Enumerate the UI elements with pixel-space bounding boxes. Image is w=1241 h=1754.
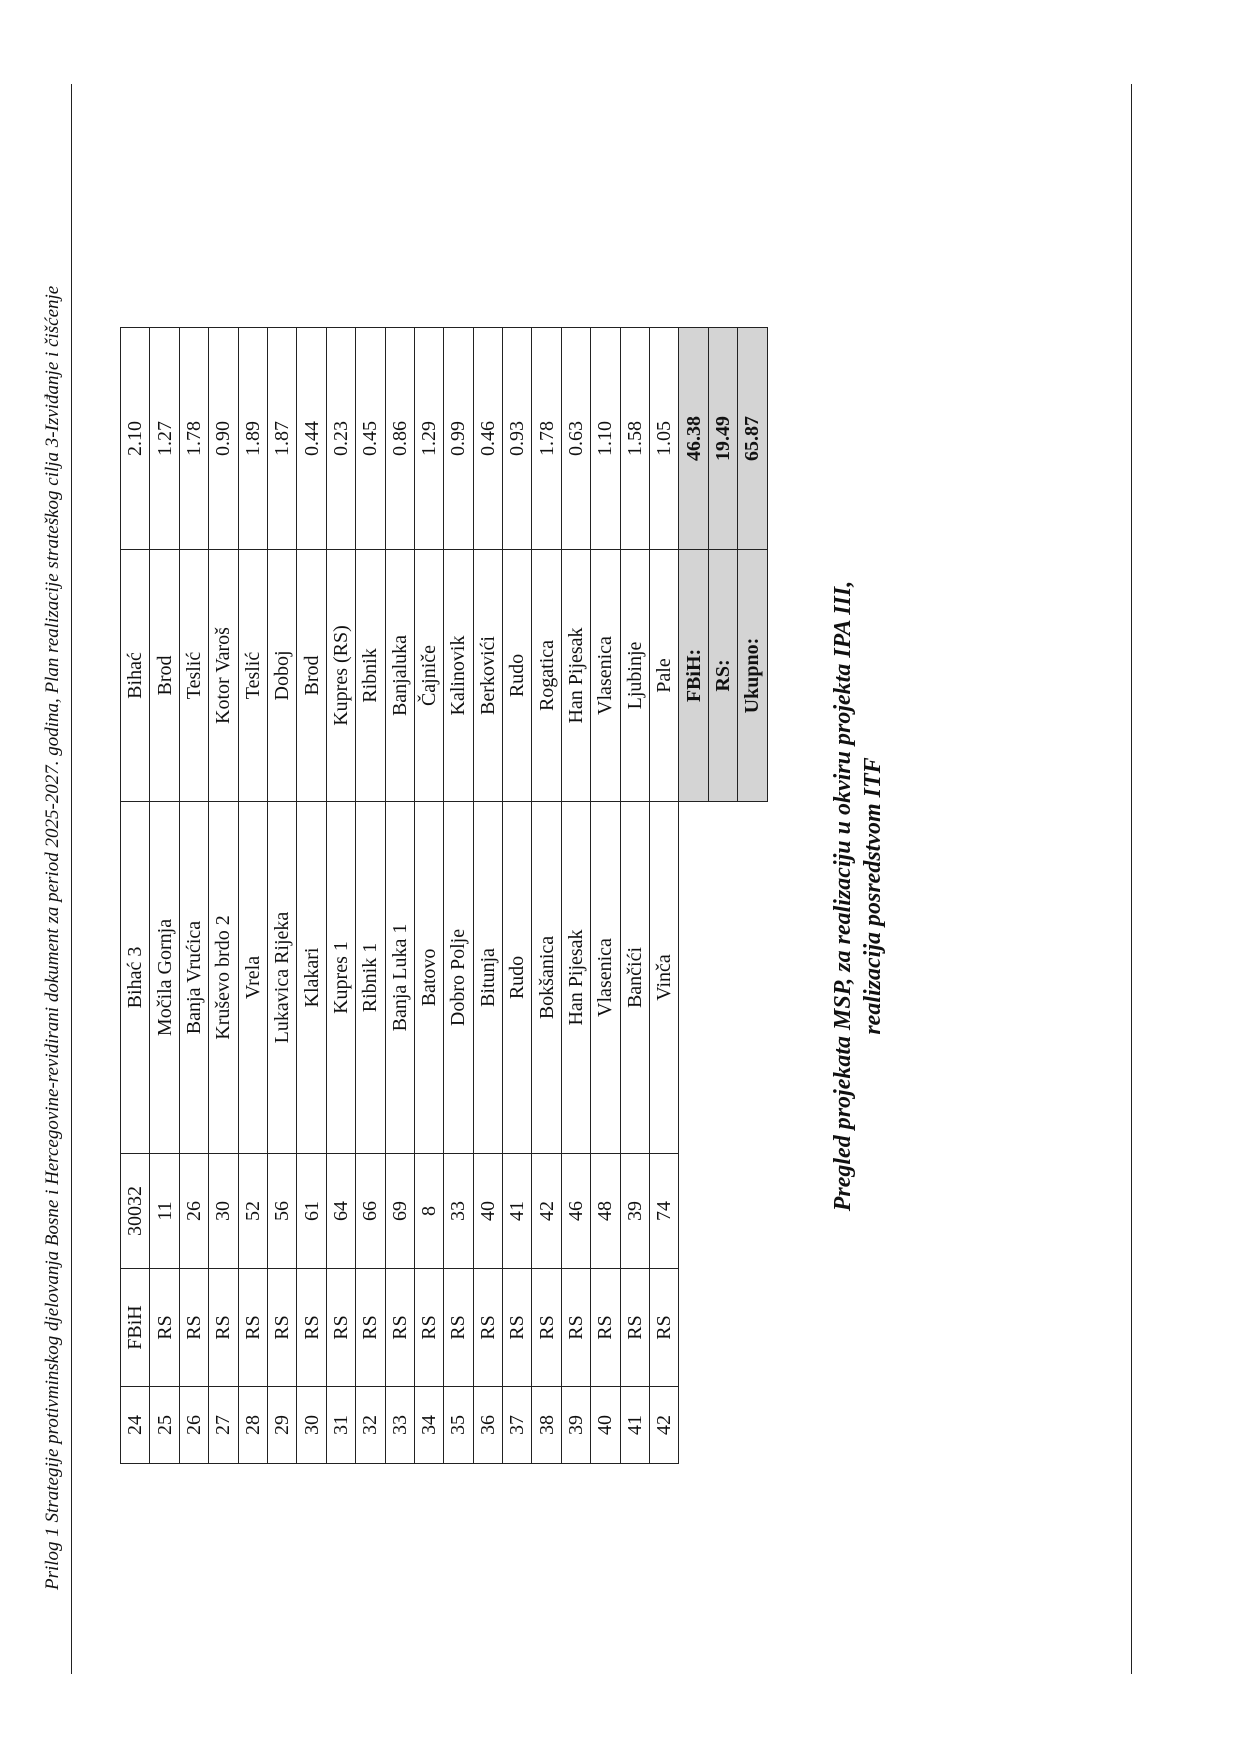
cell-value: 1.58 xyxy=(620,328,649,550)
cell-municipality: Kupres (RS) xyxy=(326,550,355,802)
cell-number: 25 xyxy=(150,1387,179,1464)
cell-entity: RS xyxy=(356,1269,385,1387)
cell-value: 0.86 xyxy=(385,328,414,550)
cell-location-name: Bihać 3 xyxy=(121,802,150,1154)
table-row xyxy=(473,328,502,1464)
cell-location-name: Klakari xyxy=(297,802,326,1154)
cell-code: 30032 xyxy=(121,1154,150,1269)
cell-entity: RS xyxy=(650,1269,679,1387)
cell-code: 30 xyxy=(209,1154,238,1269)
cell-entity: RS xyxy=(238,1269,267,1387)
cell-location-name: Kupres 1 xyxy=(326,802,355,1154)
total-label: FBiH: xyxy=(679,550,708,802)
table-row xyxy=(356,328,385,1464)
table-row xyxy=(326,328,355,1464)
cell-number: 35 xyxy=(444,1387,473,1464)
cell-value: 1.10 xyxy=(591,328,620,550)
cell-number: 41 xyxy=(620,1387,649,1464)
cell-code: 48 xyxy=(591,1154,620,1269)
cell-location-name: Dobro Polje xyxy=(444,802,473,1154)
cell-value: 0.23 xyxy=(326,328,355,550)
total-row xyxy=(708,328,737,1464)
total-label: Ukupno: xyxy=(738,550,767,802)
cell-code: 40 xyxy=(473,1154,502,1269)
cell-code: 74 xyxy=(650,1154,679,1269)
total-value: 65.87 xyxy=(738,328,767,550)
cell-value: 0.99 xyxy=(444,328,473,550)
page-header: Prilog 1 Strategije protivminskog djelovanja Bosne i Hercegovine-revidirani dokument za period 2025-2027. godina, Plan realizacije strateškog cilja 3-Izviđanje i čišćenje xyxy=(42,285,63,1590)
cell-value: 0.90 xyxy=(209,328,238,550)
cell-municipality: Ribnik xyxy=(356,550,385,802)
cell-value: 1.05 xyxy=(650,328,679,550)
cell-number: 36 xyxy=(473,1387,502,1464)
cell-number: 33 xyxy=(385,1387,414,1464)
cell-code: 11 xyxy=(150,1154,179,1269)
cell-municipality: Čajniče xyxy=(414,550,443,802)
cell-municipality: Berkovići xyxy=(473,550,502,802)
cell-municipality: Teslić xyxy=(238,550,267,802)
table-row xyxy=(414,328,443,1464)
cell-location-name: Rudo xyxy=(503,802,532,1154)
cell-number: 30 xyxy=(297,1387,326,1464)
table-row xyxy=(503,328,532,1464)
cell-code: 56 xyxy=(267,1154,296,1269)
table-row xyxy=(121,328,150,1464)
total-row xyxy=(679,328,708,1464)
table-row xyxy=(238,328,267,1464)
cell-municipality: Vlasenica xyxy=(591,550,620,802)
cell-number: 24 xyxy=(121,1387,150,1464)
cell-municipality: Brod xyxy=(150,550,179,802)
cell-number: 29 xyxy=(267,1387,296,1464)
cell-code: 42 xyxy=(532,1154,561,1269)
cell-location-name: Bančići xyxy=(620,802,649,1154)
table-row xyxy=(620,328,649,1464)
cell-location-name: Banja Luka 1 xyxy=(385,802,414,1154)
cell-entity: RS xyxy=(532,1269,561,1387)
cell-value: 0.63 xyxy=(561,328,590,550)
total-row xyxy=(738,328,767,1464)
cell-number: 26 xyxy=(179,1387,208,1464)
cell-code: 33 xyxy=(444,1154,473,1269)
table-row xyxy=(297,328,326,1464)
table-row xyxy=(150,328,179,1464)
cell-value: 1.89 xyxy=(238,328,267,550)
caption-line-1: Pregled projekata MSP, za realizaciju u okviru projekta IPA III, xyxy=(830,580,856,1212)
cell-value: 1.29 xyxy=(414,328,443,550)
cell-value: 0.44 xyxy=(297,328,326,550)
cell-code: 69 xyxy=(385,1154,414,1269)
cell-value: 0.93 xyxy=(503,328,532,550)
blank-cell xyxy=(738,802,767,1464)
cell-location-name: Ribnik 1 xyxy=(356,802,385,1154)
table-row xyxy=(209,328,238,1464)
cell-location-name: Batovo xyxy=(414,802,443,1154)
cell-municipality: Teslić xyxy=(179,550,208,802)
cell-entity: RS xyxy=(209,1269,238,1387)
table-row xyxy=(532,328,561,1464)
cell-municipality: Kalinovik xyxy=(444,550,473,802)
cell-code: 26 xyxy=(179,1154,208,1269)
cell-number: 38 xyxy=(532,1387,561,1464)
cell-entity: RS xyxy=(385,1269,414,1387)
cell-code: 46 xyxy=(561,1154,590,1269)
cell-location-name: Bokšanica xyxy=(532,802,561,1154)
cell-entity: RS xyxy=(150,1269,179,1387)
cell-location-name: Lukavica Rijeka xyxy=(267,802,296,1154)
blank-cell xyxy=(708,802,737,1464)
cell-entity: RS xyxy=(591,1269,620,1387)
blank-cell xyxy=(679,802,708,1464)
total-label: RS: xyxy=(708,550,737,802)
total-value: 46.38 xyxy=(679,328,708,550)
cell-entity: RS xyxy=(620,1269,649,1387)
table-row xyxy=(267,328,296,1464)
cell-code: 41 xyxy=(503,1154,532,1269)
cell-number: 34 xyxy=(414,1387,443,1464)
cell-value: 0.46 xyxy=(473,328,502,550)
projects-table-body xyxy=(121,328,768,1464)
cell-code: 64 xyxy=(326,1154,355,1269)
cell-number: 27 xyxy=(209,1387,238,1464)
cell-code: 8 xyxy=(414,1154,443,1269)
cell-municipality: Banjaluka xyxy=(385,550,414,802)
table-row xyxy=(650,328,679,1464)
cell-code: 66 xyxy=(356,1154,385,1269)
cell-code: 61 xyxy=(297,1154,326,1269)
cell-location-name: Han Pijesak xyxy=(561,802,590,1154)
table-row xyxy=(179,328,208,1464)
cell-value: 1.87 xyxy=(267,328,296,550)
cell-location-name: Banja Vrućica xyxy=(179,802,208,1154)
projects-table xyxy=(120,327,768,1464)
caption-line-2: realizacija posredstvom ITF xyxy=(860,757,886,1035)
cell-municipality: Han Pijesak xyxy=(561,550,590,802)
table-row xyxy=(591,328,620,1464)
cell-municipality: Bihać xyxy=(121,550,150,802)
cell-entity: RS xyxy=(267,1269,296,1387)
cell-number: 40 xyxy=(591,1387,620,1464)
cell-location-name: Bitunja xyxy=(473,802,502,1154)
cell-entity: RS xyxy=(414,1269,443,1387)
cell-entity: RS xyxy=(444,1269,473,1387)
cell-number: 32 xyxy=(356,1387,385,1464)
cell-number: 28 xyxy=(238,1387,267,1464)
cell-entity: FBiH xyxy=(121,1269,150,1387)
cell-municipality: Doboj xyxy=(267,550,296,802)
cell-municipality: Pale xyxy=(650,550,679,802)
cell-value: 1.27 xyxy=(150,328,179,550)
cell-location-name: Vinča xyxy=(650,802,679,1154)
cell-location-name: Vlasenica xyxy=(591,802,620,1154)
cell-municipality: Kotor Varoš xyxy=(209,550,238,802)
cell-entity: RS xyxy=(297,1269,326,1387)
cell-location-name: Kruševo brdo 2 xyxy=(209,802,238,1154)
cell-number: 37 xyxy=(503,1387,532,1464)
cell-municipality: Brod xyxy=(297,550,326,802)
cell-number: 39 xyxy=(561,1387,590,1464)
total-value: 19.49 xyxy=(708,328,737,550)
cell-value: 0.45 xyxy=(356,328,385,550)
cell-municipality: Rudo xyxy=(503,550,532,802)
cell-municipality: Rogatica xyxy=(532,550,561,802)
cell-number: 31 xyxy=(326,1387,355,1464)
cell-entity: RS xyxy=(561,1269,590,1387)
cell-location-name: Vrela xyxy=(238,802,267,1154)
cell-entity: RS xyxy=(179,1269,208,1387)
table-row xyxy=(444,328,473,1464)
cell-entity: RS xyxy=(473,1269,502,1387)
cell-number: 42 xyxy=(650,1387,679,1464)
cell-code: 39 xyxy=(620,1154,649,1269)
cell-entity: RS xyxy=(326,1269,355,1387)
table-caption xyxy=(828,328,888,1464)
cell-entity: RS xyxy=(503,1269,532,1387)
cell-value: 1.78 xyxy=(532,328,561,550)
table-row xyxy=(385,328,414,1464)
cell-municipality: Ljubinje xyxy=(620,550,649,802)
cell-location-name: Močila Gornja xyxy=(150,802,179,1154)
table-row xyxy=(561,328,590,1464)
cell-value: 1.78 xyxy=(179,328,208,550)
cell-value: 2.10 xyxy=(121,328,150,550)
cell-code: 52 xyxy=(238,1154,267,1269)
